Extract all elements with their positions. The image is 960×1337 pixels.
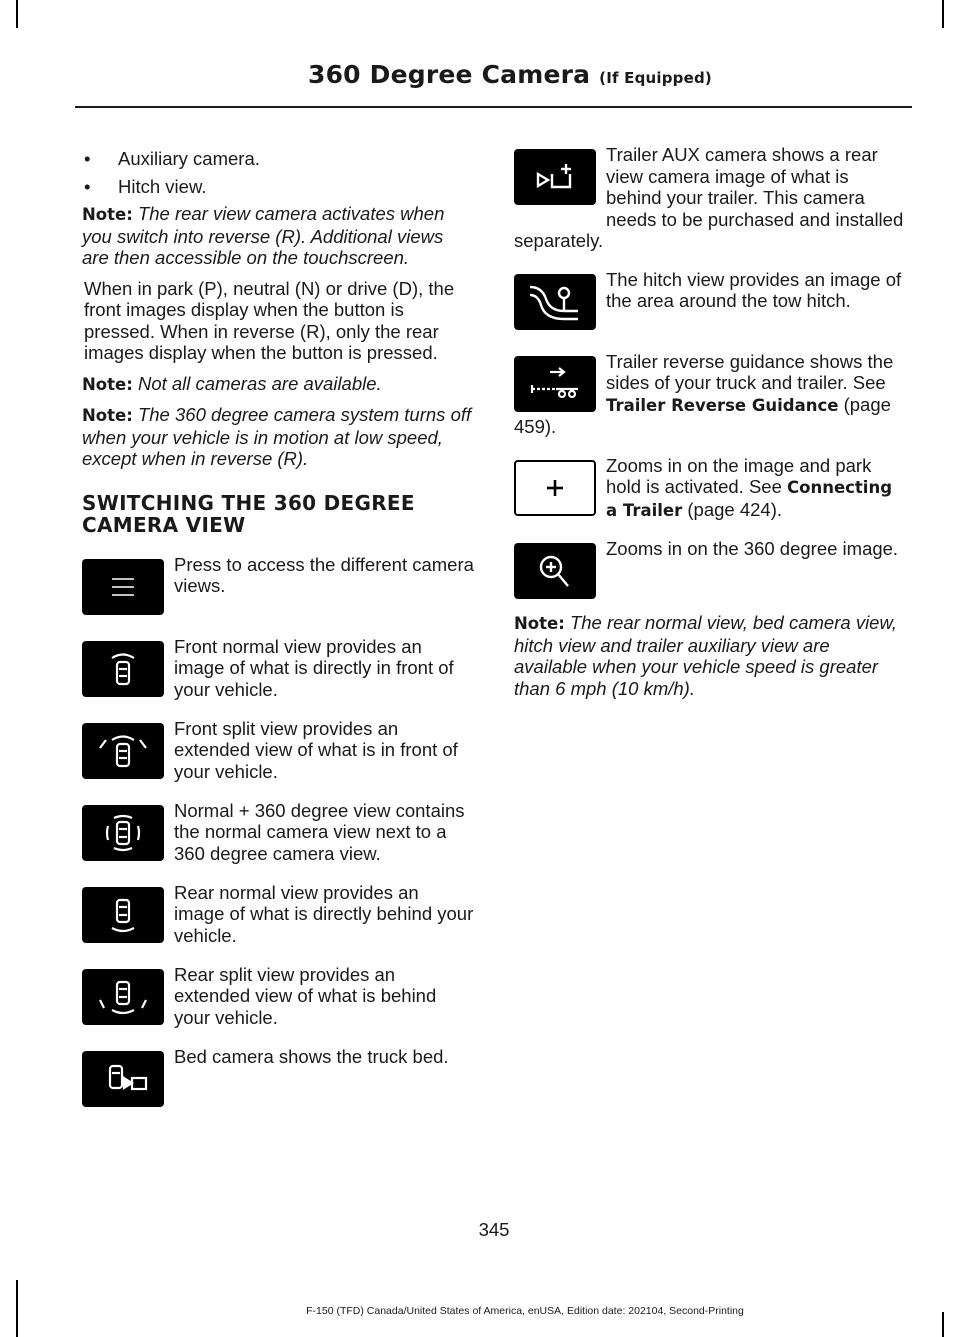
bullet-item: • Hitch view. [84,175,207,197]
trailer-reverse-guidance-icon [514,356,596,412]
magnifier-zoom-icon [514,543,596,599]
icon-item-rear-normal [82,882,474,947]
icon-item-bed-camera [82,1046,474,1111]
note-label: Note: [514,614,565,633]
icon-item-trailer-aux [514,144,906,252]
icon-item-text: Trailer AUX camera shows a rear view camera image of what is behind your trailer. This camera needs to be purchased and installed separately. [514,144,904,251]
menu-icon [82,559,164,615]
page-number: 345 [478,1219,510,1240]
note-text: The rear normal view, bed camera view, hitch view and trailer auxiliary view are available when your vehicle speed is greater than 6 mph (10 km/h). [514,612,897,699]
note [82,404,474,470]
note-text: The rear view camera activates when you switch into reverse (R). Additional views are then accessible on the touchscreen. [82,203,445,268]
note [82,373,474,396]
note-text: Not all cameras are available. [137,372,382,394]
cross-reference-link[interactable]: Connecting a Trailer [606,478,893,520]
bed-camera-icon [82,1051,164,1107]
note-label: Note: [82,374,133,394]
icon-item-text: Front split view provides an extended view of what is in front of your vehicle. [174,717,458,782]
icon-item-front-split [82,718,474,783]
page-header [308,60,712,89]
icon-item-magnifier [514,538,906,603]
icon-item-text: Zooms in on the 360 degree image. [606,538,899,559]
rear-split-view-icon [82,969,164,1025]
icon-item-rear-split [82,964,474,1029]
icon-item-text: Zooms in on the image and park hold is activated. See Connecting a Trailer (page 424). [606,454,893,520]
front-normal-view-icon [82,641,164,697]
icon-item-trailer-reverse [514,351,906,438]
hitch-view-icon [514,274,596,330]
icon-item-text: Front normal view provides an image of what is directly in front of your vehicle. [174,635,454,700]
note [514,612,906,699]
icon-item-normal-360 [82,800,474,865]
note-text: The 360 degree camera system turns off when your vehicle is in motion at low speed, except when in reverse (R). [82,404,472,469]
icon-item-text: Bed camera shows the truck bed. [174,1045,449,1067]
icon-item-text: Press to access the different camera views. [174,553,474,596]
cross-reference-link[interactable]: Trailer Reverse Guidance [606,395,839,415]
icon-item-text: Rear normal view provides an image of what is directly behind your vehicle. [174,881,474,946]
bullet-text: Hitch view. [118,175,207,197]
front-split-view-icon [82,723,164,779]
icon-item-menu [82,554,474,619]
zoom-plus-icon [514,460,596,516]
bullet-item: • Auxiliary camera. [84,148,260,169]
icon-item-text: Normal + 360 degree view contains the normal camera view next to a 360 degree camera view. [174,799,465,864]
crop-mark [16,0,18,28]
left-column [82,144,474,1128]
icon-item-text: The hitch view provides an image of the area around the tow hitch. [606,268,902,311]
paragraph: When in park (P), neutral (N) or drive (D), the front images display when the button is pressed. When in reverse (R), only the rear images display when the button is pressed. [84,277,455,363]
header-subtitle: (If Equipped) [599,69,712,87]
icon-item-text: Trailer reverse guidance shows the sides of your truck and trailer. See Trailer Reverse Guidance (page 459). [514,350,894,437]
rear-normal-view-icon [82,887,164,943]
note-label: Note: [82,205,133,224]
note-label: Note: [82,406,133,425]
right-column [514,144,906,708]
crop-mark [942,0,944,28]
trailer-aux-camera-icon [514,149,596,205]
footer-text: F-150 (TFD) Canada/United States of America, enUSA, Edition date: 202104, Second-Printing [306,1305,744,1317]
icon-item-hitch-view [514,269,906,334]
icon-item-front-normal [82,636,474,701]
header-divider [75,106,912,108]
header-title: 360 Degree Camera [307,60,591,89]
bullet-text: Auxiliary camera. [118,148,260,169]
normal-360-view-icon [82,805,164,861]
icon-item-zoom-plus [514,455,906,522]
note [82,203,474,269]
icon-item-text: Rear split view provides an extended view of what is behind your vehicle. [174,963,437,1028]
section-heading: SWITCHING THE 360 DEGREE CAMERA VIEW [82,490,415,537]
